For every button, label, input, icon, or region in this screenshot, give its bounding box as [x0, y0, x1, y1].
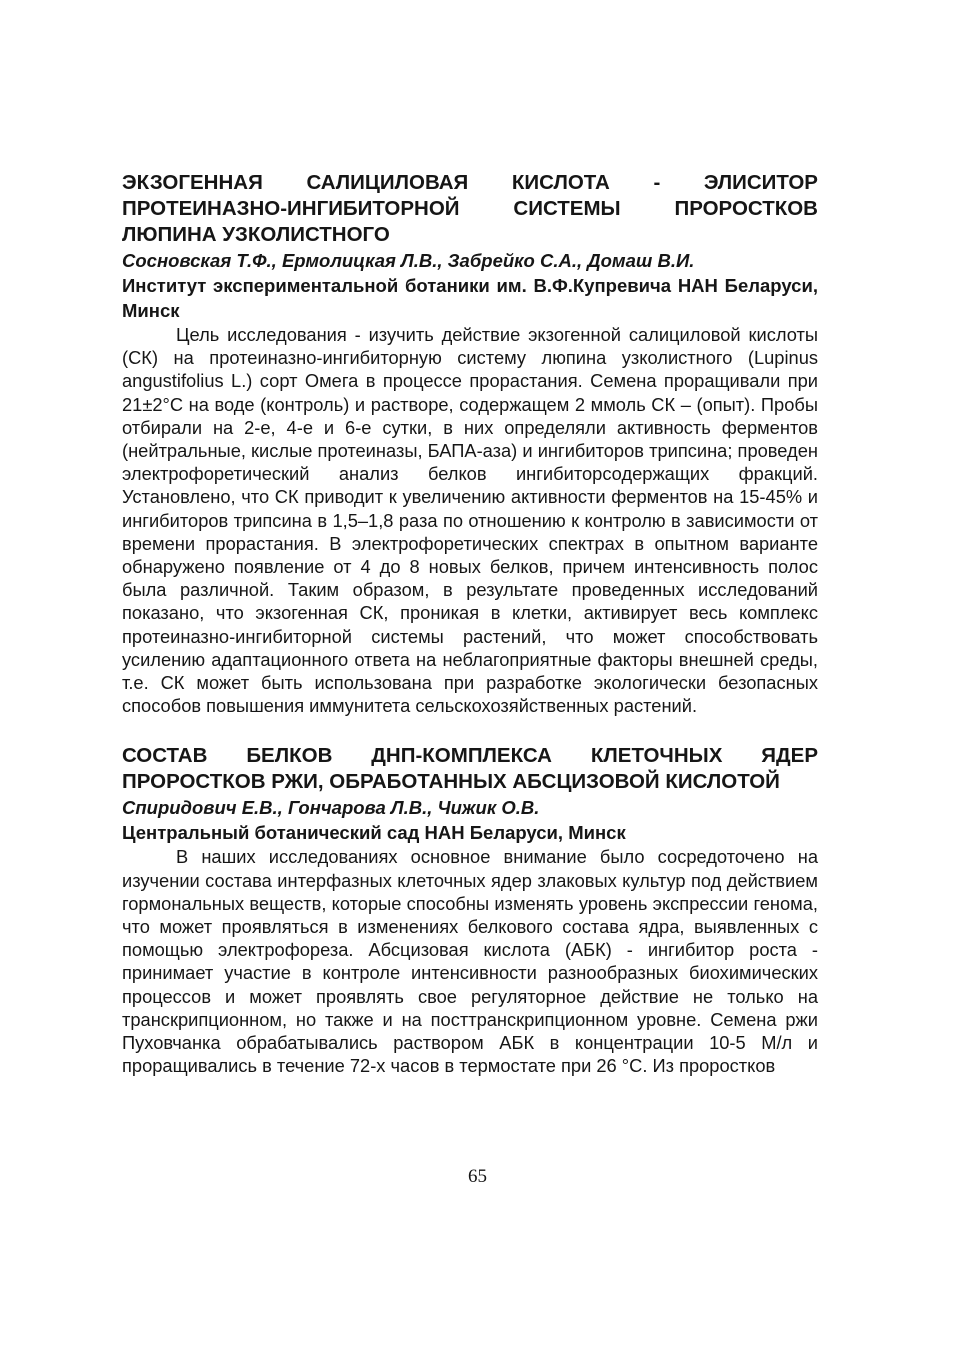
- article-2: [122, 743, 818, 1077]
- article-1-institution: Институт экспериментальной ботаники им. В.Ф.Купревича НАН Беларуси, Минск: [122, 275, 818, 321]
- article-1-title: ЭКЗОГЕННАЯ САЛИЦИЛОВАЯ КИСЛОТА - ЭЛИСИТОР ПРОТЕИНАЗНО-ИНГИБИТОРНОЙ СИСТЕМЫ ПРОРОСТКОВ ЛЮПИНА УЗКОЛИСТНОГО: [122, 171, 818, 246]
- article-1-authors: Сосновская Т.Ф., Ермолицкая Л.В., Забрейко С.А., Домаш В.И.: [122, 250, 695, 271]
- page-content: [122, 170, 818, 1077]
- article-2-body: В наших исследованиях основное внимание было сосредоточено на изучении состава интерфазных клеточных ядер злаковых культур под действием гормональных веществ, которые способны изменять уровень экспрессии генома, что может проявляться в изменениях белкового состава ядра, выявленных с помощью электрофореза. Абсцизовая кислота (АБК) - ингибитор роста - принимает участие в контроле интенсивности разнообразных биохимических процессов и может проявлять свое регуляторное действие не только на транскрипционном, но также и на посттранскрипционном уровне. Семена ржи Пуховчанка обрабатывались раствором АБК в концентрации 10-5 М/л и проращивались в течение 72-х часов в термостате при 26 °С. Из проростков: [122, 846, 818, 1077]
- page-number: 65: [468, 1166, 487, 1187]
- article-1-body: Цель исследования - изучить действие экзогенной салициловой кислоты (СК) на протеиназно-ингибиторную систему люпина узколистного (Lupinus angustifolius L.) сорт Омега в процессе прорастания. Семена проращивали при 21±2°С на воде (контроль) и растворе, содержащем 2 ммоль СК – (опыт). Пробы отбирали на 2-е, 4-е и 6-е сутки, в них определяли активность ферментов (нейтральные, кислые протеиназы, БАПА-аза) и ингибиторов трипсина; проведен электрофоретический анализ белков ингибиторсодержащих фракций. Установлено, что СК приводит к увеличению активности ферментов на 15-45% и ингибиторов трипсина в 1,5–1,8 раза по отношению к контролю в зависимости от времени прорастания. В электрофоретических спектрах в опытном варианте обнаружено появление от 4 до 8 новых белков, причем интенсивность полос была различной. Таким образом, в результате проведенных исследований показано, что экзогенная СК, проникая в клетки, активирует весь комплекс протеиназно-ингибиторной системы растений, что может способствовать усилению адаптационного ответа на неблагоприятные факторы внешней среды, т.е. СК может быть использована при разработке экологически безопасных способов повышения иммунитета сельскохозяйственных растений.: [122, 324, 818, 717]
- article-1: [122, 170, 818, 717]
- article-2-title: СОСТАВ БЕЛКОВ ДНП-КОМПЛЕКСА КЛЕТОЧНЫХ ЯДЕР ПРОРОСТКОВ РЖИ, ОБРАБОТАННЫХ АБСЦИЗОВОЙ КИСЛОТОЙ: [122, 744, 818, 794]
- article-2-authors: Спиридович Е.В., Гончарова Л.В., Чижик О.В.: [122, 797, 540, 819]
- article-2-institution: Центральный ботанический сад НАН Беларуси, Минск: [122, 822, 626, 844]
